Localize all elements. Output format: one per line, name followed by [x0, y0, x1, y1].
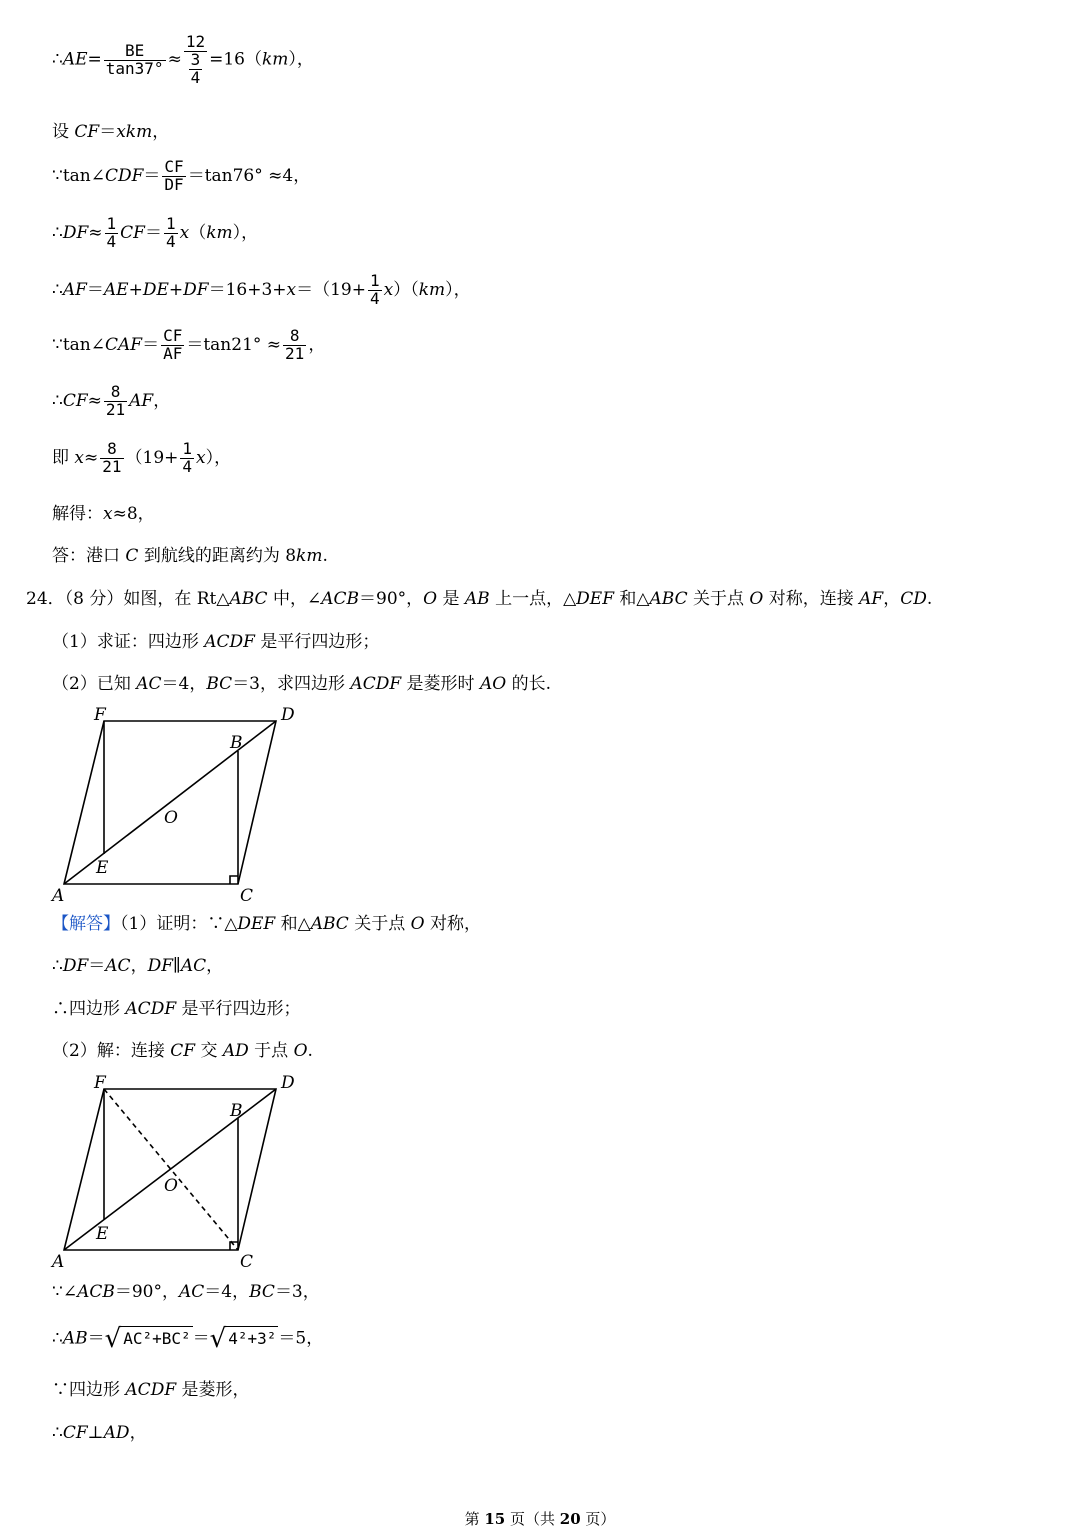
question-24-part2	[52, 676, 551, 693]
var: ABC	[229, 589, 268, 609]
line-tan-caf	[52, 328, 325, 363]
var: CF	[120, 222, 145, 243]
text: ∥	[173, 956, 181, 976]
label-b: B	[230, 733, 243, 753]
text: ，	[883, 589, 901, 609]
text: ∵四边形	[52, 1380, 126, 1400]
var: CAF	[104, 334, 143, 355]
denominator: 4	[165, 231, 176, 251]
radical-sign: √	[209, 1324, 227, 1354]
text: ∴	[52, 1423, 63, 1443]
page-number: 15	[484, 1510, 506, 1528]
therefore-symbol: ∴	[52, 279, 63, 300]
line-cf-approx	[52, 384, 170, 419]
line-solve	[52, 506, 155, 523]
var: AD	[222, 1041, 249, 1061]
text: 24．（8 分）如图，在 Rt△	[26, 589, 230, 609]
eq: ＝	[99, 122, 117, 142]
text: ≈8，	[112, 504, 155, 524]
var: x	[74, 447, 84, 468]
var: AB	[464, 589, 490, 609]
end: ），	[232, 222, 259, 243]
numerator: 8	[283, 328, 306, 346]
label-c: C	[240, 886, 254, 906]
numerator: 3	[190, 49, 201, 69]
text: ＝3，	[274, 1282, 320, 1302]
var: BC	[249, 1282, 275, 1302]
var: CDF	[104, 165, 144, 186]
text: ＝4，	[204, 1282, 250, 1302]
radicand: 4²+3²	[226, 1326, 278, 1348]
figure-2	[40, 1070, 320, 1280]
answer-line-7	[52, 1382, 250, 1399]
numerator: 8	[104, 384, 127, 402]
end: ，	[153, 390, 171, 411]
unit: km	[261, 49, 289, 70]
text: ＝4，	[161, 674, 207, 694]
radicand: AC²+BC²	[121, 1326, 192, 1348]
var: CF	[74, 122, 100, 142]
fraction	[104, 384, 127, 419]
text: 是菱形，	[176, 1380, 250, 1400]
var: CD	[900, 589, 927, 609]
text: 答：港口	[52, 546, 126, 566]
var: ABC	[649, 589, 688, 609]
var: ABC	[310, 914, 349, 934]
text: 到航线的距离约为 8	[138, 546, 297, 566]
text: .	[307, 1041, 313, 1061]
sqrt-expression	[210, 1326, 279, 1352]
end: ），	[288, 49, 314, 70]
therefore-symbol: ∴	[52, 390, 63, 411]
text: 对称，连接	[763, 589, 860, 609]
var: ACDF	[350, 674, 402, 694]
var: ACB	[77, 1282, 115, 1302]
numerator: 1	[106, 214, 117, 233]
text: .	[926, 589, 933, 609]
text: ＝90°，	[114, 1282, 179, 1302]
answer-line-6	[52, 1326, 323, 1352]
numerator: 1	[370, 271, 380, 290]
line-af	[52, 273, 471, 308]
text: ⊥	[87, 1423, 104, 1443]
text: 第	[464, 1510, 485, 1528]
numerator: 1	[182, 439, 193, 458]
text: 的长.	[506, 674, 551, 694]
numerator: CF	[163, 326, 183, 345]
var: O	[749, 589, 764, 609]
denominator: 21	[105, 399, 126, 419]
text: 设	[52, 122, 75, 142]
var: C	[125, 546, 139, 566]
eq: =	[87, 49, 102, 70]
text: 对称，	[424, 914, 481, 934]
answer-line-8	[52, 1425, 147, 1442]
text: ＝	[87, 1328, 105, 1349]
var: x	[103, 504, 113, 524]
label-f: F	[94, 705, 106, 725]
text: 关于点	[348, 914, 411, 934]
answer-line-4	[52, 1043, 313, 1060]
line-df	[52, 216, 258, 251]
answer-line-5	[52, 1284, 320, 1301]
text: ，	[129, 1423, 147, 1443]
text: ＝	[88, 956, 106, 976]
text: ∵tan∠	[52, 165, 105, 186]
fraction	[162, 159, 185, 194]
text: （2）已知	[52, 674, 137, 694]
text: （	[189, 222, 207, 243]
text: ＝5，	[278, 1328, 324, 1349]
numerator: 8	[100, 441, 123, 459]
line-answer	[52, 548, 328, 565]
fraction	[161, 328, 184, 363]
denominator: 4	[190, 67, 201, 87]
var: DF	[183, 279, 209, 300]
denominator: 21	[102, 456, 122, 476]
therefore-symbol: ∴	[52, 49, 63, 70]
text: （1）求证：四边形	[52, 632, 205, 652]
var: AF	[129, 390, 154, 411]
right-angle-mark	[230, 876, 238, 884]
var: DF	[62, 956, 89, 976]
plus: +	[168, 279, 184, 300]
question-24-part1	[52, 634, 379, 651]
eq: ＝	[86, 279, 104, 300]
end: ），	[205, 447, 232, 468]
var: O	[293, 1041, 308, 1061]
figure-1	[40, 702, 320, 912]
denominator: 21	[285, 343, 305, 363]
var: xkm	[116, 122, 153, 142]
var: x	[196, 447, 206, 468]
denominator	[184, 49, 207, 87]
complex-fraction	[184, 34, 207, 86]
denominator: AF	[163, 343, 183, 363]
text: 是平行四边形；	[254, 632, 380, 652]
text: ＝	[192, 1328, 210, 1349]
numerator: CF	[164, 157, 184, 176]
answer-line-2	[52, 958, 223, 975]
text: 页）	[580, 1510, 616, 1528]
text: ＝tan21° ≈	[186, 334, 282, 355]
text: ∵∠	[52, 1282, 78, 1302]
text: 是平行四边形；	[176, 999, 301, 1019]
var: DE	[142, 279, 169, 300]
label-f: F	[94, 1073, 106, 1093]
text: 交	[195, 1041, 223, 1061]
denominator: 4	[182, 456, 193, 476]
denominator: 4	[370, 288, 380, 308]
approx: ≈	[88, 222, 103, 243]
text: 页（共	[505, 1510, 560, 1528]
numerator: 1	[165, 214, 176, 233]
text: （1）证明：∵△	[120, 914, 238, 934]
text: 即	[52, 447, 75, 468]
text: 关于点	[687, 589, 750, 609]
var: CF	[170, 1041, 196, 1061]
var: AF	[859, 589, 884, 609]
var: x	[286, 279, 297, 300]
page-total: 20	[559, 1510, 581, 1528]
line-ae	[52, 34, 314, 86]
line-tan-cdf	[52, 159, 310, 194]
unit: km	[418, 279, 446, 300]
text: ∴四边形	[52, 999, 126, 1019]
var: AC	[178, 1282, 205, 1302]
end: ），	[445, 279, 471, 300]
text: 解得：	[52, 504, 103, 524]
line-set-cf	[52, 124, 169, 141]
numerator: BE	[104, 43, 166, 61]
answer-tag: 【解答】	[52, 914, 120, 934]
var: x	[179, 222, 190, 243]
var: ACB	[321, 589, 359, 609]
var: AO	[479, 674, 507, 694]
approx: ≈	[167, 49, 182, 70]
var: AB	[62, 1328, 88, 1349]
answer-line-3	[52, 1001, 301, 1018]
label-d: D	[281, 1073, 295, 1093]
var: AC	[105, 956, 131, 976]
var: CF	[62, 390, 88, 411]
fraction	[100, 441, 123, 476]
text: ＝（19+	[296, 279, 366, 300]
var: AF	[62, 279, 87, 300]
unit: km	[296, 546, 323, 566]
var: O	[410, 914, 425, 934]
text: 是	[437, 589, 465, 609]
var: ACDF	[125, 999, 177, 1019]
var: BC	[206, 674, 233, 694]
text: ＝16+3+	[208, 279, 287, 300]
eq: ＝	[142, 334, 160, 355]
label-o: O	[164, 808, 178, 828]
end: .	[322, 546, 328, 566]
var: ACDF	[204, 632, 255, 652]
text: （2）解：连接	[52, 1041, 171, 1061]
eq: ＝	[143, 165, 161, 186]
question-24	[26, 591, 932, 608]
numerator: 12	[185, 32, 206, 51]
sqrt-expression	[105, 1326, 193, 1352]
var: AC	[136, 674, 162, 694]
text: ＝3，求四边形	[232, 674, 351, 694]
label-c: C	[240, 1252, 254, 1272]
var: AD	[103, 1423, 130, 1443]
denominator: tan37°	[105, 58, 164, 78]
approx: ≈	[84, 447, 99, 468]
var: DEF	[576, 589, 614, 609]
text: ∵tan∠	[52, 334, 105, 355]
fraction	[105, 216, 119, 251]
inner-fraction	[189, 49, 203, 87]
label-o: O	[164, 1176, 178, 1196]
result: =16（	[209, 49, 262, 70]
var: DEF	[237, 914, 276, 934]
var: x	[383, 279, 394, 300]
fraction	[180, 441, 194, 476]
var: ACDF	[125, 1380, 177, 1400]
answer-line-1	[52, 916, 481, 933]
text: ，	[206, 956, 224, 976]
label-b: B	[230, 1101, 243, 1121]
text: ＝tan76° ≈4，	[187, 165, 311, 186]
text: ，	[130, 956, 148, 976]
fraction	[164, 216, 178, 251]
fraction	[104, 40, 166, 78]
var: DF	[147, 956, 173, 976]
page-footer	[0, 1508, 1080, 1529]
text: （19+	[125, 447, 179, 468]
label-a: A	[52, 886, 65, 906]
label-d: D	[281, 705, 295, 725]
label-e: E	[96, 1224, 109, 1244]
label-e: E	[96, 858, 109, 878]
fraction	[368, 273, 382, 308]
denominator: 4	[106, 231, 117, 251]
text: 和△	[275, 914, 311, 934]
var: AE	[103, 279, 129, 300]
text: ∴	[52, 1328, 63, 1349]
fraction	[283, 328, 306, 363]
var: AC	[180, 956, 207, 976]
denominator: DF	[164, 174, 184, 194]
text: 上一点，△	[489, 589, 577, 609]
eq: ＝	[144, 222, 162, 243]
end: ，	[152, 122, 170, 142]
text: 中，∠	[267, 589, 322, 609]
text: 是菱形时	[401, 674, 480, 694]
var: CF	[62, 1423, 88, 1443]
var: AE	[62, 49, 88, 70]
plus: +	[128, 279, 143, 300]
text: ∴	[52, 956, 63, 976]
therefore-symbol: ∴	[52, 222, 63, 243]
unit: km	[206, 222, 233, 243]
text: ）（	[393, 279, 419, 300]
text: 和△	[614, 589, 650, 609]
line-x-approx	[52, 441, 231, 476]
var: DF	[62, 222, 89, 243]
label-a: A	[52, 1252, 65, 1272]
end: ，	[308, 334, 326, 355]
text: 于点	[248, 1041, 294, 1061]
approx: ≈	[87, 390, 102, 411]
var: O	[423, 589, 438, 609]
radical-sign: √	[104, 1324, 122, 1354]
text: ＝90°，	[359, 589, 424, 609]
